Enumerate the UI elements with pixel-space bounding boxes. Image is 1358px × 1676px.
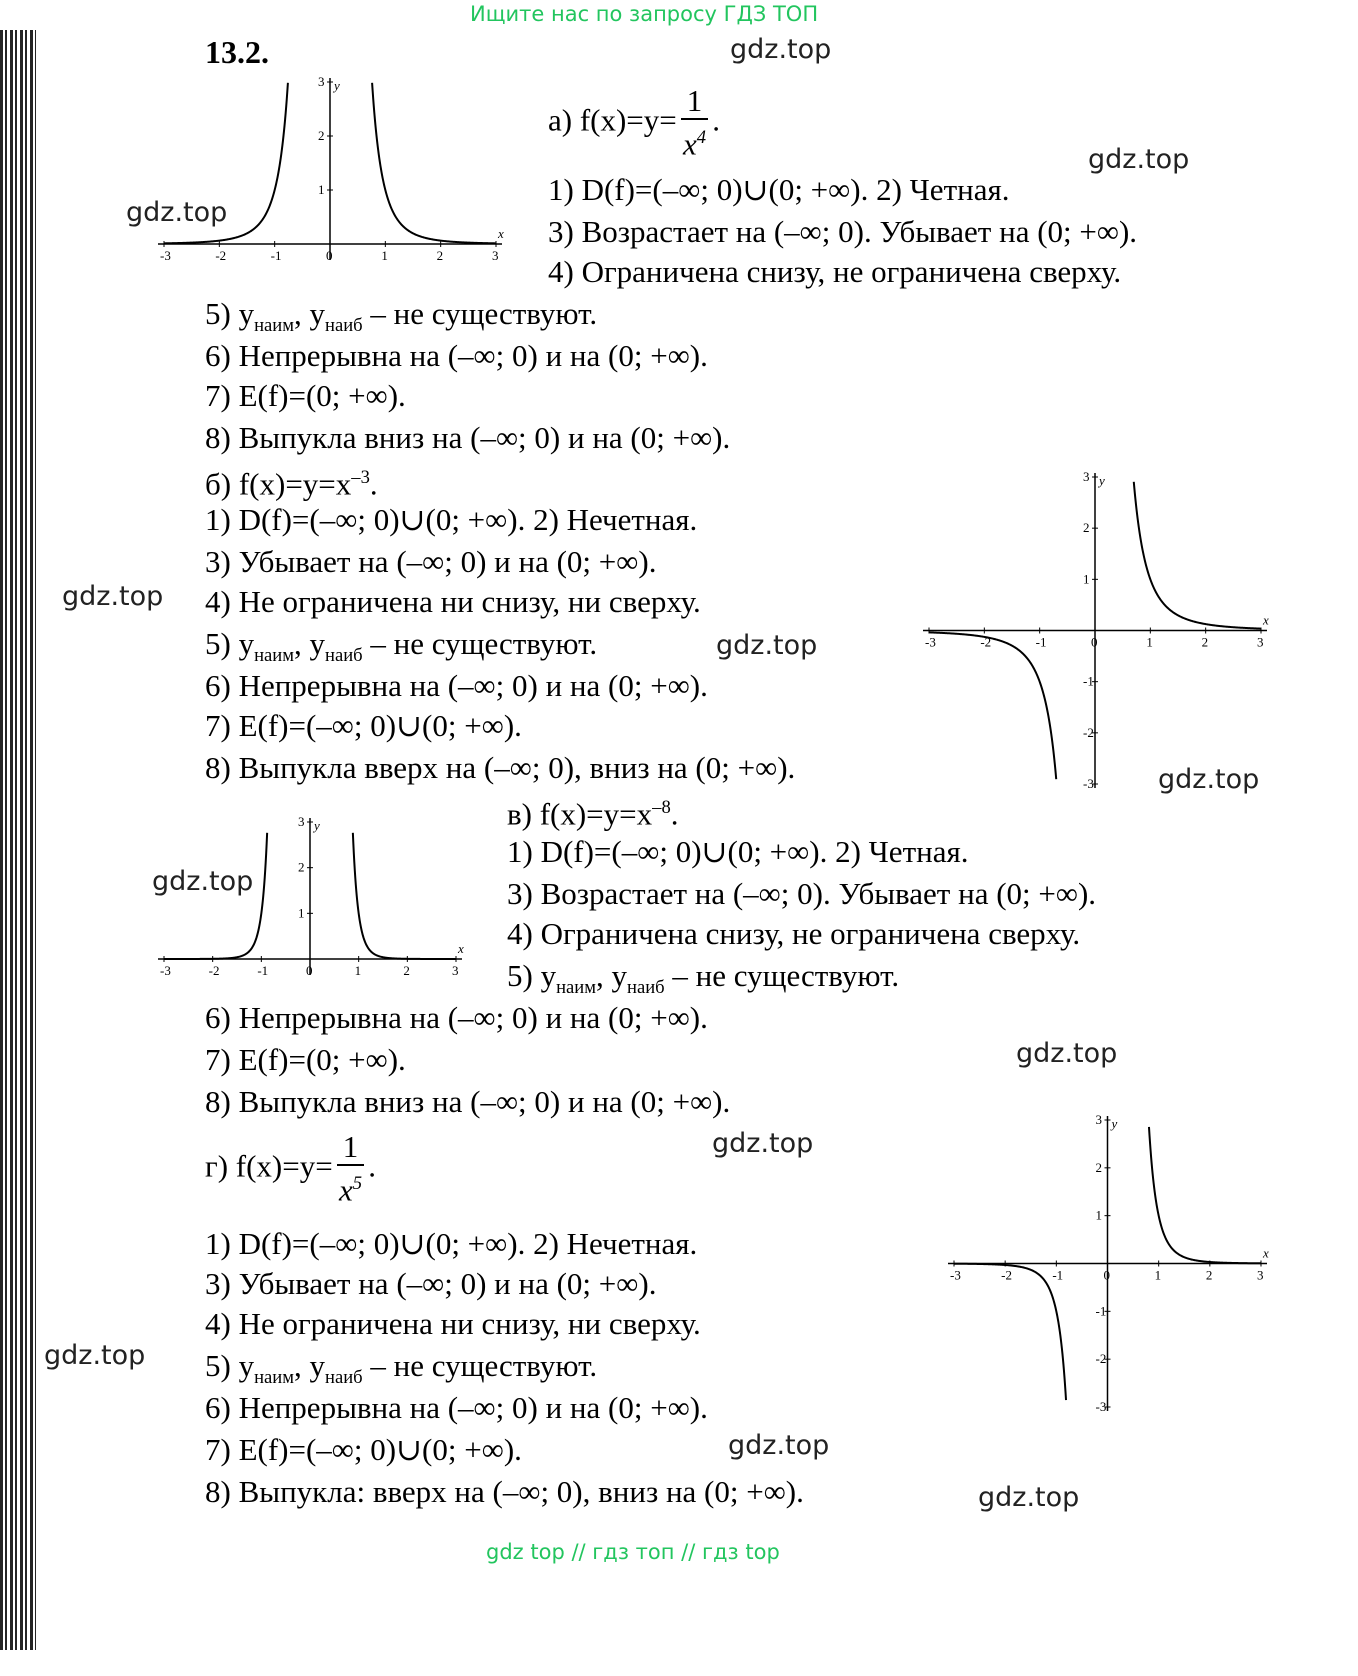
watermark: gdz.top <box>1088 144 1190 175</box>
watermark: gdz.top <box>712 1128 814 1159</box>
curve-right-branch <box>372 83 496 244</box>
y-tick-label: -2 <box>1095 1351 1107 1367</box>
x-tick-label: 1 <box>1146 634 1153 650</box>
curve-right-branch <box>353 833 456 959</box>
g-prop-6: 6) Непрерывна на (–∞; 0) и на (0; +∞). <box>205 1390 708 1425</box>
curve-left-branch <box>164 833 267 959</box>
watermark: gdz.top <box>126 197 228 228</box>
watermark: gdz.top <box>730 34 832 65</box>
top-banner[interactable]: Ищите нас по запросу ГДЗ ТОП <box>470 2 819 26</box>
b-prop-3: 3) Убывает на (–∞; 0) и на (0; +∞). <box>205 544 657 579</box>
g-fraction: $\frac{1}{x^5}$ <box>337 1130 365 1208</box>
y-tick-label: 3 <box>1083 469 1090 484</box>
g-formula: г) f(x)=y= $\frac{1}{x^5}$ . <box>205 1129 376 1208</box>
v-prop-7: 7) E(f)=(0; +∞). <box>205 1042 406 1077</box>
v-formula: в) $f(x)=y=x^{-8}$. <box>507 796 679 832</box>
g-prop-5: 5) $y_{наим}$, $y_{наиб}$ – не существуют. <box>205 1348 598 1389</box>
x-tick-label: 0 <box>326 248 333 263</box>
x-tick-label: 2 <box>403 963 410 978</box>
y-axis-label: y <box>334 78 340 93</box>
v-prop-5: 5) $y_{наим}$, $y_{наиб}$ – не существуют. <box>507 958 900 999</box>
g-prop-3: 3) Убывает на (–∞; 0) и на (0; +∞). <box>205 1266 657 1301</box>
g-prop-7: 7) E(f)=(–∞; 0)∪(0; +∞). <box>205 1432 522 1467</box>
g-prop-4: 4) Не ограничена ни снизу, ни сверху. <box>205 1306 701 1341</box>
g-prop-8: 8) Выпукла: вверх на (–∞; 0), вниз на (0; +∞). <box>205 1474 804 1509</box>
x-tick-label: 1 <box>1154 1267 1162 1283</box>
a-prop-3: 3) Возрастает на (–∞; 0). Убывает на (0; +∞). <box>548 214 1138 249</box>
x-tick-label: 2 <box>1205 1267 1213 1283</box>
y-tick-label: -1 <box>1083 673 1094 689</box>
b-prop-1: 1) D(f)=(–∞; 0)∪(0; +∞). 2) Нечетная. <box>205 502 698 537</box>
curve-left-branch <box>929 632 1056 779</box>
curve-left-branch <box>954 1264 1066 1400</box>
b-formula: б) $f(x)=y=x^{-3}$. <box>205 466 378 502</box>
y-tick-label: -3 <box>1095 1399 1107 1414</box>
watermark: gdz.top <box>978 1482 1080 1513</box>
x-tick-label: -1 <box>270 248 282 263</box>
y-tick-label: 1 <box>318 182 325 197</box>
a-fraction: $\frac{1}{x^4}$ <box>681 84 709 162</box>
x-tick-label: -2 <box>1001 1267 1013 1283</box>
x-tick-label: -1 <box>1035 634 1047 650</box>
y-axis-label: y <box>1099 473 1105 488</box>
bottom-banner[interactable]: gdz top // гдз топ // гдз top <box>486 1540 780 1564</box>
x-axis-label: x <box>1263 612 1269 628</box>
g-prop-1: 1) D(f)=(–∞; 0)∪(0; +∞). 2) Нечетная. <box>205 1226 698 1261</box>
y-tick-label: 2 <box>298 859 305 875</box>
x-tick-label: 3 <box>1257 1267 1264 1283</box>
y-axis-label: y <box>1111 1116 1118 1131</box>
y-tick-label: 1 <box>1083 571 1090 587</box>
y-tick-label: 1 <box>298 905 305 921</box>
watermark: gdz.top <box>152 866 254 897</box>
a-prop-8: 8) Выпукла вниз на (–∞; 0) и на (0; +∞). <box>205 420 731 455</box>
b-prop-4: 4) Не ограничена ни снизу, ни сверху. <box>205 584 701 619</box>
v-prop-4: 4) Ограничена снизу, не ограничена сверху. <box>507 916 1081 951</box>
chart-g <box>940 1108 1275 1433</box>
x-tick-label: -3 <box>160 248 171 263</box>
x-axis-label: x <box>1263 1245 1269 1261</box>
y-tick-label: 1 <box>1095 1207 1102 1223</box>
watermark: gdz.top <box>62 581 164 612</box>
x-tick-label: -3 <box>950 1267 961 1283</box>
v-prop-6: 6) Непрерывна на (–∞; 0) и на (0; +∞). <box>205 1000 708 1035</box>
b-prop-5: 5) $y_{наим}$, $y_{наиб}$ – не существуют. <box>205 626 598 667</box>
a-prop-5: 5) $y_{наим}$, $y_{наиб}$ – не существуют. <box>205 296 598 337</box>
x-tick-label: 0 <box>1103 1267 1110 1283</box>
chart-v <box>150 810 470 985</box>
y-tick-label: 3 <box>298 814 305 829</box>
x-tick-label: 3 <box>492 248 499 263</box>
x-axis-label: x <box>458 941 464 956</box>
v-prop-8: 8) Выпукла вниз на (–∞; 0) и на (0; +∞). <box>205 1084 731 1119</box>
x-tick-label: 3 <box>452 963 459 978</box>
curve-right-branch <box>1134 482 1261 629</box>
x-tick-label: 3 <box>1257 634 1264 650</box>
y-tick-label: -2 <box>1083 724 1094 740</box>
b-prop-7: 7) E(f)=(–∞; 0)∪(0; +∞). <box>205 708 522 743</box>
b-prop-8: 8) Выпукла вверх на (–∞; 0), вниз на (0; +∞). <box>205 750 796 785</box>
y-tick-label: 2 <box>1083 520 1090 536</box>
x-tick-label: -2 <box>980 634 992 650</box>
a-prop-1: 1) D(f)=(–∞; 0)∪(0; +∞). 2) Четная. <box>548 172 1010 207</box>
x-axis-label: x <box>498 226 504 241</box>
x-tick-label: 0 <box>306 963 313 978</box>
x-tick-label: -2 <box>208 963 220 978</box>
a-prop-7: 7) E(f)=(0; +∞). <box>205 378 406 413</box>
v-prop-1: 1) D(f)=(–∞; 0)∪(0; +∞). 2) Четная. <box>507 834 969 869</box>
x-tick-label: 2 <box>1201 634 1209 650</box>
watermark: gdz.top <box>1158 764 1260 795</box>
x-tick-label: 1 <box>381 248 388 263</box>
x-tick-label: -1 <box>1052 1267 1064 1283</box>
x-tick-label: -1 <box>257 963 269 978</box>
v-prop-3: 3) Возрастает на (–∞; 0). Убывает на (0; +∞). <box>507 876 1097 911</box>
chart-a <box>150 70 510 270</box>
x-tick-label: 2 <box>436 248 444 263</box>
x-tick-label: -3 <box>925 634 936 650</box>
b-prop-6: 6) Непрерывна на (–∞; 0) и на (0; +∞). <box>205 668 708 703</box>
curve-right-branch <box>1149 1127 1261 1263</box>
x-tick-label: 1 <box>354 963 362 978</box>
x-tick-label: -3 <box>160 963 171 978</box>
y-tick-label: -3 <box>1083 776 1094 791</box>
watermark: gdz.top <box>716 630 818 661</box>
watermark: gdz.top <box>728 1430 830 1461</box>
a-formula: а) f(x)=y= $\frac{1}{x^4}$ . <box>548 83 721 162</box>
curve-left-branch <box>164 83 288 244</box>
scan-edge <box>0 30 36 1650</box>
y-tick-label: 3 <box>318 74 325 89</box>
watermark: gdz.top <box>1016 1038 1118 1069</box>
chart-b <box>915 465 1275 810</box>
x-tick-label: -2 <box>215 248 227 263</box>
x-tick-label: 0 <box>1091 634 1098 650</box>
y-tick-label: 2 <box>318 128 325 143</box>
a-prop-6: 6) Непрерывна на (–∞; 0) и на (0; +∞). <box>205 338 708 373</box>
problem-number: 13.2. <box>205 34 269 70</box>
y-tick-label: -1 <box>1095 1303 1107 1319</box>
y-tick-label: 2 <box>1095 1159 1102 1175</box>
watermark: gdz.top <box>44 1340 146 1371</box>
y-tick-label: 3 <box>1095 1112 1102 1127</box>
a-prop-4: 4) Ограничена снизу, не ограничена сверху. <box>548 254 1122 289</box>
y-axis-label: y <box>314 818 320 833</box>
